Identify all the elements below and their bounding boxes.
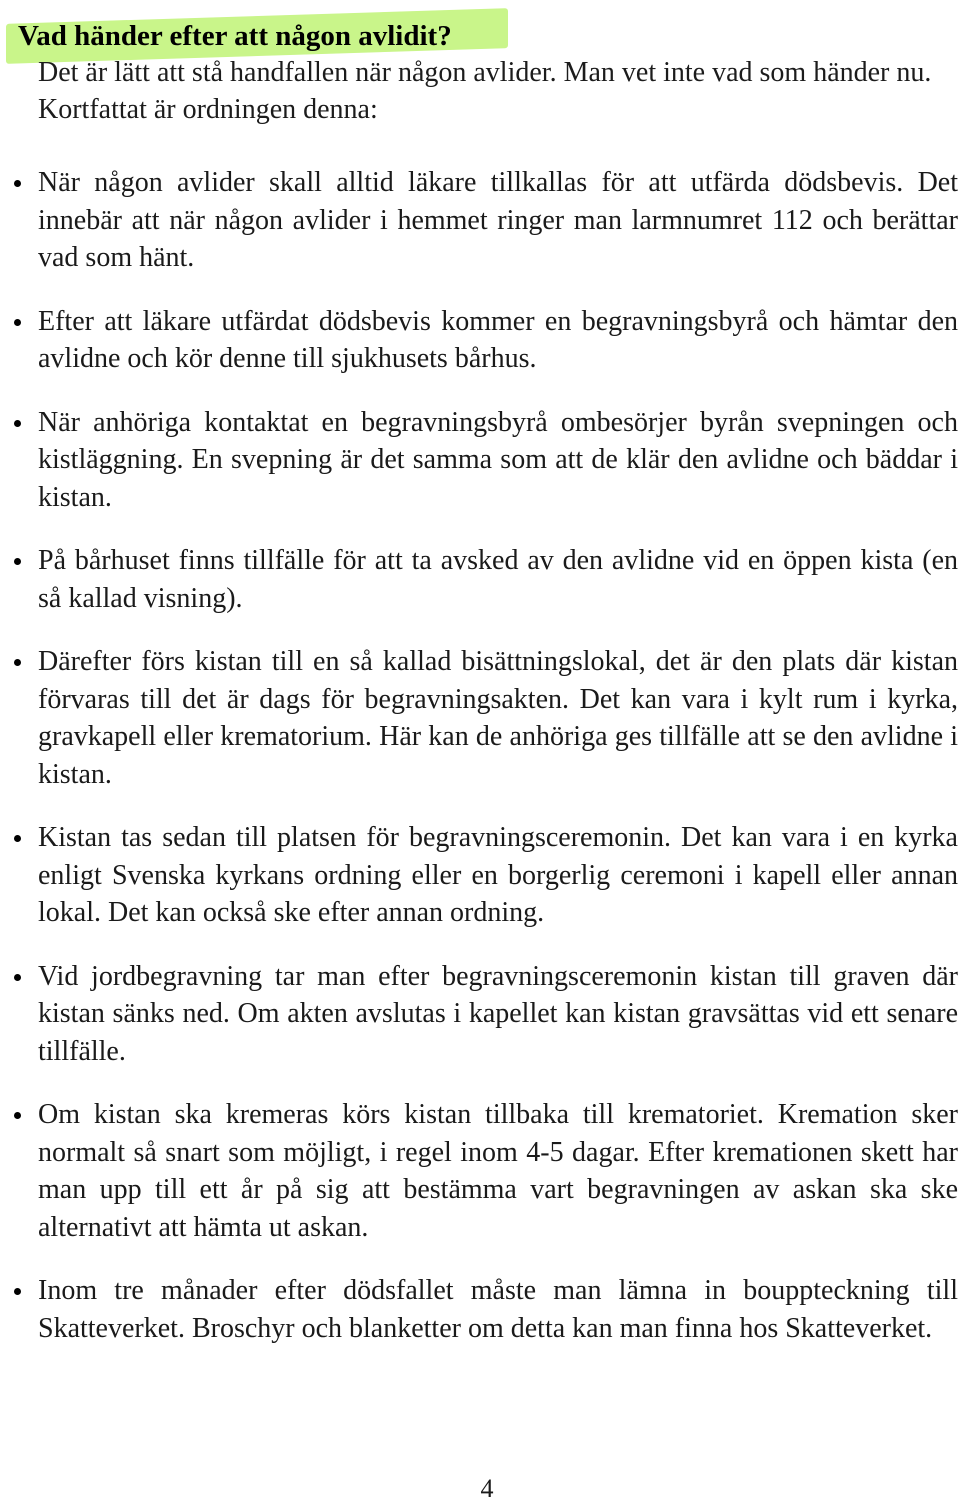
bullet-icon [14,1112,21,1119]
list-item-text: Kistan tas sedan till platsen för begravningsceremonin. Det kan vara i en kyrka enligt Svenska kyrkans ordning eller en borgerlig ceremoni i kapell eller annan lokal. Det kan också ske efter annan ordning. [38,822,958,928]
bullet-icon [14,835,21,842]
list-item [0,404,958,517]
bullet-icon [14,558,21,565]
list-item [0,819,958,932]
intro-paragraph: Det är lätt att stå handfallen när någon avlider. Man vet inte vad som händer nu. Kortfattat är ordningen denna: [38,57,932,125]
list-item [0,643,958,793]
bullet-icon [14,420,21,427]
bullet-icon [14,659,21,666]
list-item-text: Efter att läkare utfärdat dödsbevis kommer en begravningsbyrå och hämtar den avlidne och kör denne till sjukhusets bårhus. [38,305,958,374]
list-item-text: Inom tre månader efter dödsfallet måste man lämna in bouppteckning till Skatteverket. Broschyr och blanketter om detta kan man finna hos Skatteverket. [38,1275,958,1344]
list-item [0,958,958,1071]
list-item [0,1096,958,1246]
steps-list [0,164,960,1373]
list-item-text: Därefter förs kistan till en så kallad bisättningslokal, det är den plats där kistan förvaras till det är dags för begravningsakten. Det kan vara i kylt rum i kyrka, gravkapell eller krematorium. Här kan de anhöriga ges tillfälle att se den avlidne i kistan. [38,646,958,790]
list-item [0,303,958,378]
list-item [0,542,958,617]
list-item [0,1272,958,1347]
list-item-text: När någon avlider skall alltid läkare tillkallas för att utfärda dödsbevis. Det innebär att när någon avlider i hemmet ringer man larmnumret 112 och berättar vad som hänt. [38,167,958,273]
bullet-icon [14,974,21,981]
list-item-text: Om kistan ska kremeras körs kistan tillbaka till krematoriet. Kremation sker normalt så snart som möjligt, i regel inom 4-5 dagar. Efter kremationen skett har man upp till ett år på sig att bestämma vart begravningen av askan ska ske alternativt att hämta ut askan. [38,1099,958,1243]
list-item-text: På bårhuset finns tillfälle för att ta avsked av den avlidne vid en öppen kista (en så kallad visning). [38,545,958,614]
list-item [0,164,958,277]
list-item-text: När anhöriga kontaktat en begravningsbyrå ombesörjer byrån svepningen och kistläggning. En svepning är det samma som att de klär den avlidne och bäddar i kistan. [38,406,958,513]
bullet-icon [14,1288,21,1295]
page-number: 4 [480,1474,494,1503]
bullet-icon [14,180,21,187]
list-item-text: Vid jordbegravning tar man efter begravningsceremonin kistan till graven där kistan sänks ned. Om akten avslutas i kapellet kan kistan gravsättas vid ett senare tillfälle. [38,960,958,1067]
bullet-icon [14,319,21,326]
page-heading: Vad händer efter att någon avlidit? [18,20,452,52]
